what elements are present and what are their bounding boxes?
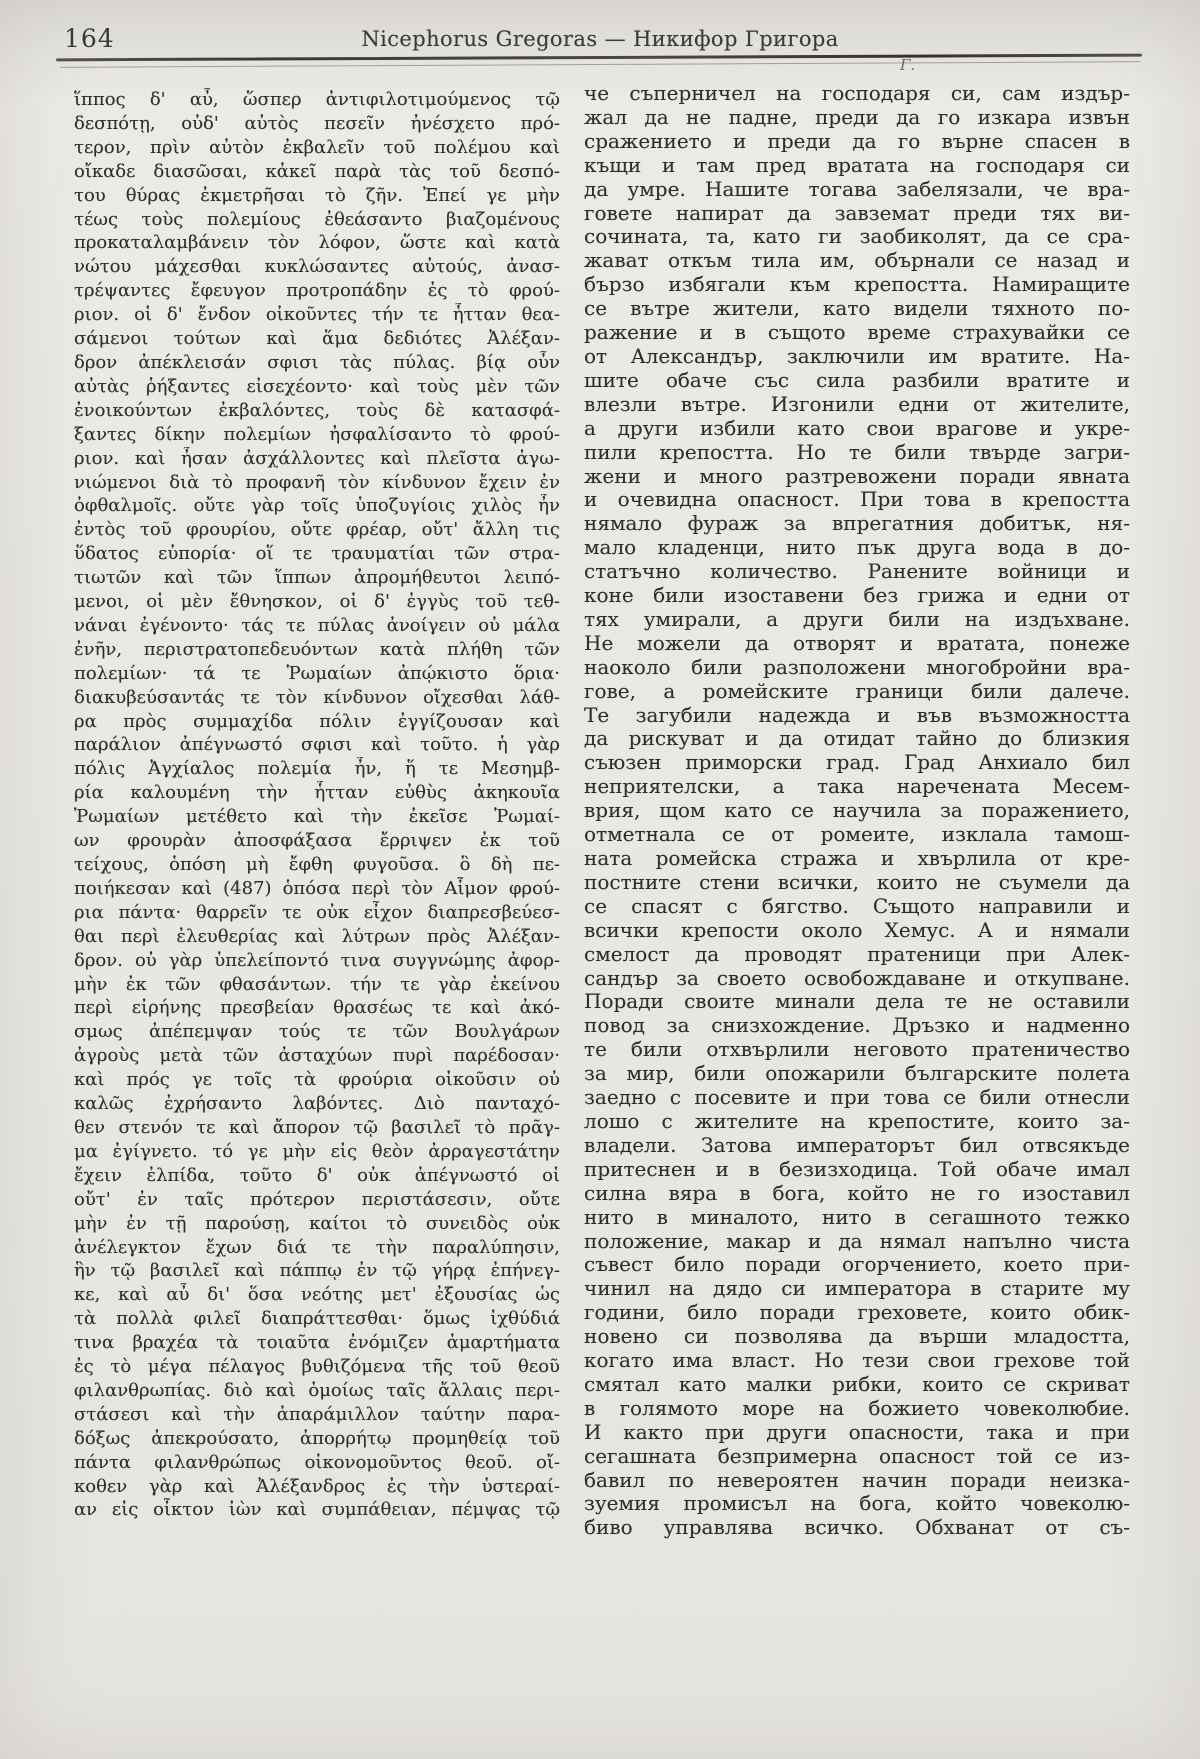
text-line: θεν στενόν τε καὶ ἄπορον τῷ βασιλεῖ τὸ πρᾶγ- [74, 1116, 560, 1138]
text-line: от Александър, заключили им вратите. На- [584, 344, 1130, 368]
text-line: шите обаче със сила разбили вратите и [584, 368, 1130, 392]
text-line: δεσπότῃ, οὐδ' αὐτὸς πεσεῖν ἠνέσχετο πρό- [74, 112, 560, 134]
text-line: ἐντὸς τοῦ φρουρίου, οὔτε φρέαρ, οὔτ' ἄλλη τις [74, 519, 560, 541]
text-line: а други избили като свои врагове и укре- [584, 416, 1130, 440]
text-line: ната ромейска стража и хвърлила от кре- [584, 847, 1130, 870]
text-line: ρία καλουμένη τὴν ἧτταν εὐθὺς ἀκηκουῖα [74, 782, 560, 804]
text-line: σάμενοι τούτων καὶ ἅμα δεδιότες Ἀλέξαν- [74, 328, 560, 350]
text-line: ξαντες δίκην πολεμίων ἠσφαλίσαντο τὸ φρού- [74, 423, 560, 445]
text-line: ἵππος δ' αὖ, ὥσπερ ἀντιφιλοτιμούμενος τῷ [74, 89, 560, 110]
text-line: μενοι, οἱ μὲν ἔθνησκον, οἱ δ' ἐγγὺς τοῦ τεθ- [74, 591, 560, 613]
text-line: δρον ἀπέκλεισάν σφισι τὰς πύλας. βίᾳ οὖν [74, 351, 560, 373]
text-line: силна вяра в бога, който не го изоставил [584, 1181, 1130, 1205]
text-line: нито в миналото, нито в сегашното тежко [584, 1205, 1130, 1229]
text-line: и очевидна опасност. При това в крепостта [584, 488, 1130, 512]
text-line: Ῥωμαίων μετέθετο καὶ τὴν ἐκεῖσε Ῥωμαί- [74, 806, 560, 828]
text-line: μὴν ἐκ τῶν φθασάντων. τήν τε γὰρ ἐκείνου [74, 973, 560, 995]
text-line: αν εἰς οἶκτον ἰὼν καὶ συμπάθειαν, πέμψας τῷ [74, 1499, 560, 1521]
text-line: νώτου μάχεσθαι κυκλώσαντες αὐτούς, ἀνασ- [74, 256, 560, 278]
text-line: нямало фураж за впрегатния добитък, ня- [584, 512, 1130, 536]
text-line: ἀγροὺς μετὰ τῶν ἀσταχύων πυρὶ παρέδοσαν· [74, 1045, 560, 1067]
text-line: чинил на дядо си императора в старите му [584, 1277, 1130, 1301]
text-line: владели. Затова императорът бил отвсякъде [584, 1133, 1130, 1157]
text-line: τείχους, ὁπόση μὴ ἔφθη φυγοῦσα. ὃ δὴ πε- [74, 854, 560, 875]
text-line: ποιήκεσαν καὶ (487) ὁπόσα περὶ τὸν Αἷμον φρού- [74, 877, 560, 899]
text-line: години, било поради греховете, които обик- [584, 1301, 1130, 1325]
text-line: те били отхвърлили неговото пратеничество [584, 1038, 1130, 1062]
text-line: Поради своите минали дела те не оставили [584, 990, 1130, 1014]
text-line: τέως τοὺς πολεμίους ἐθεάσαντο βιαζομένους [74, 208, 560, 230]
header-rule-secondary [60, 61, 1140, 68]
text-line: διακυβεύσαντάς τε τὸν κίνδυνον οἴχεσθαι λάθ- [74, 686, 560, 708]
text-line: ρια πάντα· θαρρεῖν τε οὐκ εἶχον διαπρεσβεύεσ- [74, 901, 560, 923]
text-line: сегашната безпримерна опасност той се из- [584, 1444, 1130, 1468]
text-line: ὀφθαλμοῖς. οὔτε γὰρ τοῖς ὑποζυγίοις χιλὸς ἦν [74, 495, 560, 517]
text-line: новено си позволява да върши младостта, [584, 1325, 1130, 1349]
text-line: гове, а ромейските граници били далече. [584, 679, 1130, 703]
text-line: да рискуват и да отидат тайно до близкия [584, 727, 1130, 751]
text-line: заедно с посевите и при това се били отнесли [584, 1086, 1130, 1110]
text-line: за мир, били опожарили българските полета [584, 1062, 1130, 1086]
bulgarian-text-column [584, 82, 1130, 1540]
text-line: ων φρουρὰν ἀποσφάξασα ἔρριψεν ἐκ τοῦ [74, 830, 560, 852]
text-line: νιώμενοι διὰ τὸ προφανῆ τὸν κίνδυνον ἔχειν ἐν [74, 471, 560, 493]
text-line: че съперничел на господаря си, сам издър- [584, 82, 1130, 105]
text-line: πόλις Ἀγχίαλος πολεμία ἦν, ἥ τε Μεσημβ- [74, 758, 560, 780]
text-line: ἣν τῷ βασιλεῖ καὶ πάππῳ ἐν τῷ γήρᾳ ἐπήνεγ- [74, 1260, 560, 1282]
text-line: καλῶς ἐχρήσαντο λαβόντες. Διὸ πανταχό- [74, 1093, 560, 1115]
text-line: ἔχειν ἐλπίδα, τοῦτο δ' οὐκ ἀπέγνωστό οἱ [74, 1164, 560, 1186]
text-line: врия, щом като се научила за поражението, [584, 799, 1130, 823]
text-line: пили крепостта. Но те били твърде загри- [584, 440, 1130, 464]
text-line: смятал като малки рибки, които се скриват [584, 1372, 1130, 1396]
text-line: ἐνῆν, περιστρατοπεδευόντων κατὰ πλήθη τῶν [74, 638, 560, 660]
text-line: τὰ πολλὰ φιλεῖ διαπράττεσθαι· ὅμως ἰχθύδιά [74, 1308, 560, 1330]
scan-artifact-mark: Γ. [900, 56, 916, 74]
text-line: ἐς τὸ μέγα πέλαγος βυθιζόμενα τῆς τοῦ θεοῦ [74, 1356, 560, 1378]
text-line: съвест било поради огорчението, което при- [584, 1253, 1130, 1277]
text-line: ἐνοικούντων ἐκβαλόντες, τοὺς δὲ κατασφά- [74, 399, 560, 421]
text-line: καὶ πρός γε τοῖς τὰ φρούρια οἰκοῦσιν οὐ [74, 1069, 560, 1091]
text-line: когато има власт. Но тези свои грехове той [584, 1349, 1130, 1373]
text-line: πάντα φιλανθρώπως οἰκονομοῦντος θεοῦ. οἴ- [74, 1451, 560, 1473]
text-line: φιλανθρωπίας. διὸ καὶ ὁμοίως ταῖς ἄλλαις περι- [74, 1379, 560, 1401]
text-line: биво управлява всичко. Обхванат от съ- [584, 1516, 1130, 1540]
text-line: И както при други опасности, така и при [584, 1420, 1130, 1444]
text-line: се спасят с бягство. Същото направили и [584, 894, 1130, 918]
text-line: тях умирали, а други били на издъхване. [584, 607, 1130, 631]
text-line: в голямото море на божието човеколюбие. [584, 1396, 1130, 1420]
text-line: бързо избягали към крепостта. Намиращите [584, 273, 1130, 297]
text-line: всички крепости около Хемус. А и нямали [584, 918, 1130, 942]
text-line: мало кладенци, нито пък друга вода в до- [584, 536, 1130, 560]
text-line: сочината, та, като ги заобиколят, да се сра- [584, 225, 1130, 249]
text-line: сражението и преди да го върне спасен в [584, 129, 1130, 153]
text-line: ἀνέλεγκτον ἔχων διά τε τὴν παραλύπησιν, [74, 1236, 560, 1258]
text-line: στάσεσι καὶ τὴν ἀπαράμιλλον ταύτην παρα- [74, 1403, 560, 1425]
text-line: τερον, πρὶν αὐτὸν ἐκβαλεῖν τοῦ πολέμου καὶ [74, 136, 560, 158]
text-line: τρέψαντες ἔφευγον προτροπάδην ἐς τὸ φρού- [74, 280, 560, 302]
text-line: сандър за своето освобождаване и откупване. [584, 966, 1130, 990]
text-line: жал да не падне, преди да го изкара извън [584, 105, 1130, 129]
text-line: οἴκαδε διασῶσαι, κἀκεῖ παρὰ τὰς τοῦ δεσπό- [74, 160, 560, 182]
text-line: влезли вътре. Изгонили едни от жителите, [584, 392, 1130, 416]
text-line: повод за снизхождение. Дръзко и надменно [584, 1014, 1130, 1038]
text-line: θαι περὶ ἐλευθερίας καὶ λύτρων πρὸς Ἀλέξαν- [74, 925, 560, 947]
text-line: του θύρας ἐκμετρῆσαι τὸ ζῆν. Ἐπεί γε μὴν [74, 184, 560, 206]
text-line: лошо с жителите на крепостите, които за- [584, 1109, 1130, 1133]
text-line: Те загубили надежда и във възможността [584, 703, 1130, 727]
text-line: отметнала се от ромеите, изклала тамош- [584, 823, 1130, 847]
text-line: σμως ἀπέπεμψαν τούς τε τῶν Βουλγάρων [74, 1021, 560, 1043]
header-rule [56, 54, 1142, 62]
text-line: се вътре жители, като видели тяхното по- [584, 297, 1130, 321]
text-line: κε, καὶ αὖ δι' ὅσα νεότης μετ' ἐξουσίας ὡς [74, 1284, 560, 1306]
text-line: μὴν ἐν τῇ παρούσῃ, καίτοι τὸ συνειδὸς οὐκ [74, 1212, 560, 1234]
text-line: Не можели да отворят и вратата, понеже [584, 631, 1130, 655]
text-line: положение, макар и да нямал напълно чиста [584, 1229, 1130, 1253]
running-head: Nicephorus Gregoras — Никифор Григора [361, 27, 839, 51]
text-line: μα ἐγίγνετο. τό γε μὴν εἰς θεὸν ἀρραγεστάτην [74, 1140, 560, 1162]
two-column-text-block [74, 82, 1130, 1540]
text-line: постните стени всички, които не съумели да [584, 870, 1130, 894]
greek-text-column [74, 82, 560, 1540]
text-line: бавил по невероятен начин поради неизка- [584, 1468, 1130, 1492]
text-line: κοθεν γὰρ καὶ Ἀλέξανδρος ἐς τὴν ὑστεραί- [74, 1475, 560, 1497]
text-line: ὕδατος εὐπορία· οἵ τε τραυματίαι τῶν στρα- [74, 543, 560, 565]
text-line: ριον. οἱ δ' ἔνδον οἰκοῦντες τήν τε ἧτταν θεα- [74, 304, 560, 326]
text-line: жават откъм тила им, обърнали се назад и [584, 249, 1130, 273]
text-line: статъчно количество. Ранените войници и [584, 560, 1130, 584]
text-line: αὐτὰς ῥήξαντες εἰσεχέοντο· καὶ τοὺς μὲν τῶν [74, 375, 560, 397]
text-line: ражение и в същото време страхувайки се [584, 321, 1130, 345]
text-line: τιωτῶν καὶ τῶν ἵππων ἀπρομήθευτοι λειπό- [74, 567, 560, 589]
text-line: δρον. οὐ γὰρ ὑπελείποντό τινα συγγνώμης ἀφορ- [74, 949, 560, 971]
text-line: къщи и там пред вратата на господаря си [584, 153, 1130, 177]
text-line: говете напират да завземат преди тях ви- [584, 201, 1130, 225]
text-line: περὶ εἰρήνης πρεσβείαν θρασέως τε καὶ ἀκό- [74, 997, 560, 1019]
text-line: неприятелски, а така наречената Месем- [584, 775, 1130, 799]
text-line: коне били изоставени без грижа и едни от [584, 584, 1130, 608]
text-line: προκαταλαμβάνειν τὸν λόφον, ὥστε καὶ κατὰ [74, 232, 560, 254]
text-line: зуемия промисъл на бога, който човеколю- [584, 1492, 1130, 1516]
text-line: νάναι ἐγένοντο· τάς τε πύλας ἀνοίγειν οὐ μάλα [74, 614, 560, 636]
text-line: притеснен и в безизходица. Той обаче имал [584, 1157, 1130, 1181]
text-line: πολεμίων· τά τε Ῥωμαίων ἀπῴκιστο ὅρια· [74, 662, 560, 684]
text-line: δόξως ἀπεκρούσατο, ἀπορρήτῳ προμηθείᾳ τοῦ [74, 1427, 560, 1449]
text-line: τινα βραχέα τὰ τοιαῦτα ἐνόμιζεν ἁμαρτήματα [74, 1332, 560, 1354]
text-line: οὔτ' ἐν ταῖς πρότερον περιστάσεσιν, οὔτε [74, 1188, 560, 1210]
page-number: 164 [64, 24, 115, 53]
text-line: наоколо били разположени многобройни вра- [584, 655, 1130, 679]
text-line: съюзен приморски град. Град Анхиало бил [584, 751, 1130, 775]
text-line: да умре. Нашите тогава забелязали, че вра- [584, 177, 1130, 201]
text-line: ριον. καὶ ἦσαν ἀσχάλλοντες καὶ πλεῖστα ἀγω- [74, 447, 560, 469]
text-line: ρα πρὸς συμμαχίδα πόλιν ἐγγίζουσαν καὶ [74, 710, 560, 732]
text-line: παράλιον ἀπέγνωστό σφισι καὶ τοῦτο. ἡ γὰρ [74, 734, 560, 756]
text-line: смелост да проводят пратеници при Алек- [584, 942, 1130, 966]
text-line: жени и много разтревожени поради явната [584, 464, 1130, 488]
